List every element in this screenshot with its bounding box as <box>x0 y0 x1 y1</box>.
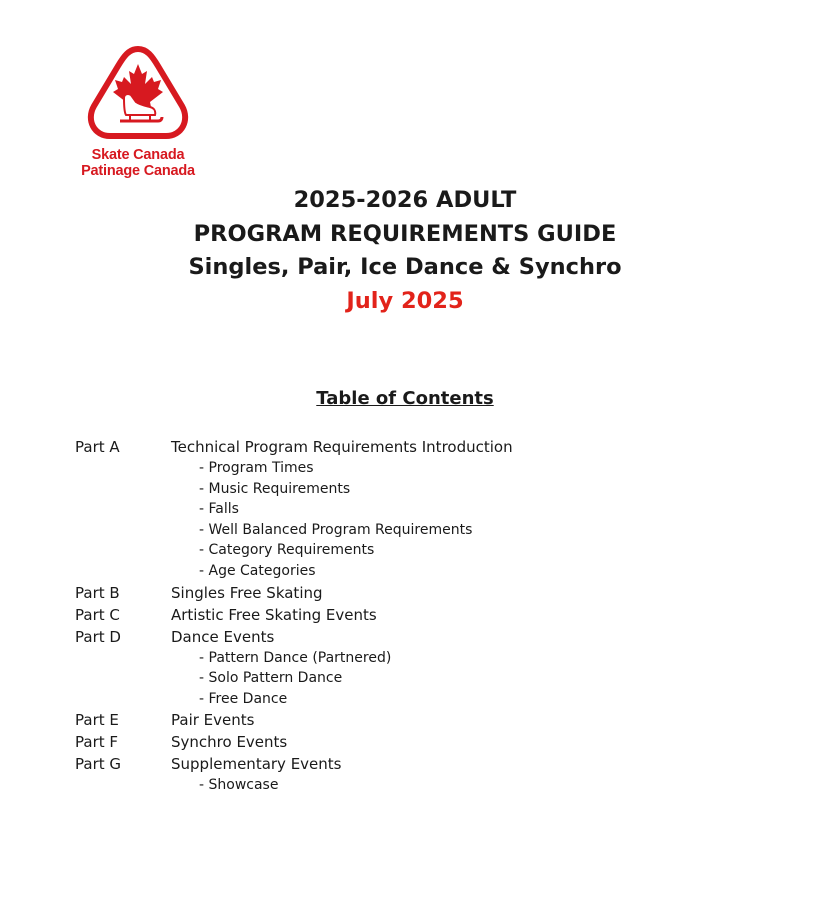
toc-subitem: - Category Requirements <box>199 542 375 559</box>
toc-subitem: - Free Dance <box>199 690 288 707</box>
toc-part-label: Part C <box>75 605 120 624</box>
document-title <box>0 184 810 318</box>
toc-row <box>75 709 775 731</box>
toc-entry <box>75 582 775 604</box>
toc-row <box>75 582 775 604</box>
toc-entry <box>75 709 775 731</box>
skate-canada-logo <box>72 44 204 184</box>
toc-entry <box>75 626 775 710</box>
toc-entry-title: Dance Events <box>171 627 275 646</box>
toc-row <box>75 731 775 753</box>
toc-part-label: Part A <box>75 438 120 456</box>
logo-line-french: Patinage Canada <box>81 163 195 179</box>
toc-entry-title: Singles Free Skating <box>171 583 323 602</box>
toc-part-label: Part E <box>75 711 119 730</box>
toc-subitem: - Program Times <box>199 460 314 476</box>
title-line-3: Singles, Pair, Ice Dance & Synchro <box>188 254 622 280</box>
toc-subitem: - Music Requirements <box>199 480 351 497</box>
toc-entry <box>75 436 775 582</box>
toc-subitem: - Falls <box>199 501 239 518</box>
toc-entry <box>75 753 775 796</box>
toc-entry-title: Supplementary Events <box>171 755 342 774</box>
table-of-contents <box>75 436 775 796</box>
title-line-2: PROGRAM REQUIREMENTS GUIDE <box>193 220 617 247</box>
toc-row <box>75 604 775 626</box>
toc-part-label: Part G <box>75 755 122 774</box>
toc-row <box>75 626 775 648</box>
title-line-1: 2025-2026 ADULT <box>293 187 517 213</box>
toc-row <box>75 436 775 458</box>
toc-entry <box>75 604 775 626</box>
toc-subitem: - Showcase <box>199 777 279 794</box>
toc-entry-title: Synchro Events <box>171 733 288 752</box>
toc-subitem: - Solo Pattern Dance <box>199 670 343 687</box>
toc-entry-title: Technical Program Requirements Introduction <box>171 438 513 456</box>
toc-part-label: Part B <box>75 583 120 602</box>
maple-leaf-skate-icon <box>84 44 192 140</box>
toc-subitem: - Age Categories <box>199 562 316 579</box>
toc-entry <box>75 731 775 753</box>
toc-entry-title: Artistic Free Skating Events <box>171 605 377 624</box>
toc-part-label: Part F <box>75 733 119 752</box>
toc-row <box>75 753 775 775</box>
toc-part-label: Part D <box>75 627 121 646</box>
title-date: July 2025 <box>346 287 464 314</box>
toc-subitem: - Well Balanced Program Requirements <box>199 521 473 538</box>
logo-text <box>72 147 204 179</box>
toc-entry-title: Pair Events <box>171 711 255 730</box>
toc-subitem: - Pattern Dance (Partnered) <box>199 649 392 666</box>
logo-line-english: Skate Canada <box>91 147 185 163</box>
toc-heading: Table of Contents <box>316 388 494 409</box>
